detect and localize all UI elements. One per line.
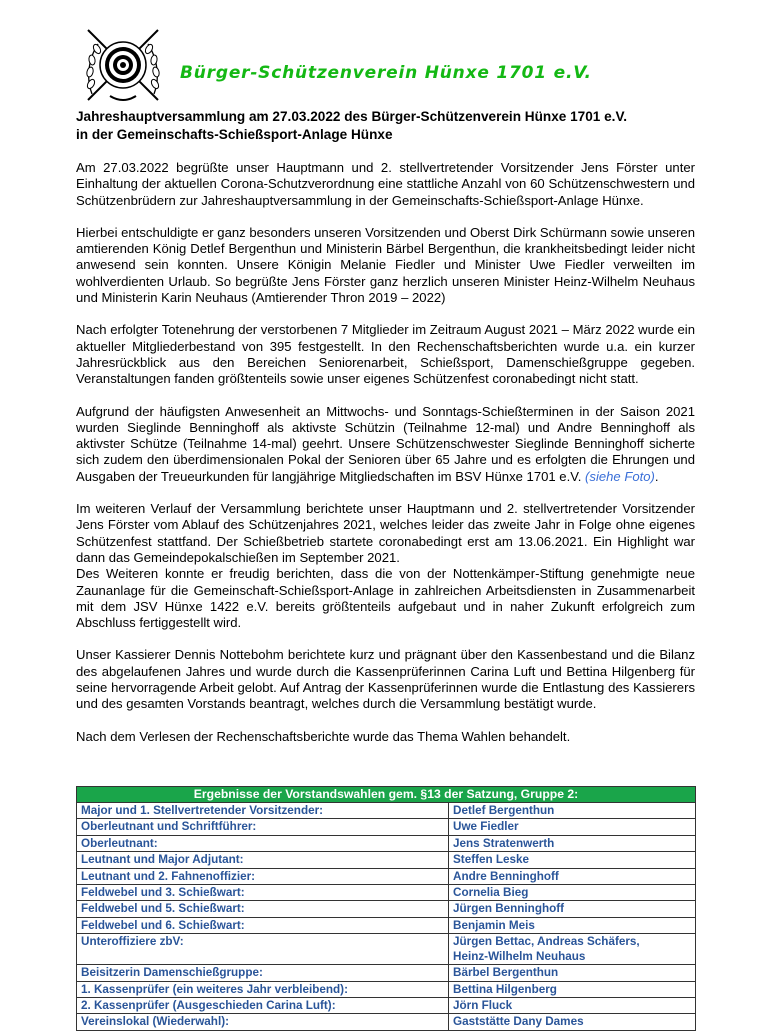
name-cell: Jens Stratenwerth <box>449 835 696 851</box>
table-row <box>77 835 696 851</box>
paragraph-4-end: . <box>654 468 659 484</box>
name-line-2: Heinz-Wilhelm Neuhaus <box>453 950 586 964</box>
paragraph-5: Im weiteren Verlauf der Versammlung berichtete unser Hauptmann und 2. stellvertretender Vorsitzender Jens Förster vom Ablauf des Schützenjahres 2021, welches leider das zweite Jahr in Folge ohne eigenes Schützenfest stattfand. Der Schießbetrieb startete coronabedingt erst am 13.06.2021. Ein Highlight war dann das Gemeindepokalschießen im September 2021. <box>76 501 695 565</box>
role-cell: Oberleutnant und Schriftführer: <box>77 819 449 835</box>
heading-line-1: Jahreshauptversammlung am 27.03.2022 des Bürger-Schützenverein Hünxe 1701 e.V. <box>76 109 628 124</box>
role-cell: Unteroffiziere zbV: <box>77 934 449 965</box>
table-row <box>77 868 696 884</box>
table-row <box>77 934 696 965</box>
name-cell: Jürgen Benninghoff <box>449 901 696 917</box>
table-row <box>77 917 696 933</box>
page-heading <box>76 108 696 144</box>
table-row <box>77 1014 696 1030</box>
table-row <box>77 965 696 981</box>
table-row <box>77 901 696 917</box>
article-body <box>76 160 695 745</box>
photo-link[interactable]: (siehe Foto) <box>585 468 655 484</box>
paragraph-4-text: Aufgrund der häufigsten Anwesenheit an Mittwochs- und Sonntags-Schießterminen in der Saison 2021 wurden Sieglinde Benninghoff als aktivste Schützin (Teilnahme 12-mal) und Andre Benninghoff als aktivster Schütze (Teilnahme 14-mal) geehrt. Unsere Schützenschwester Sieglinde Benninghoff sicherte sich zudem den überdimensionalen Pokal der Senioren über 65 Jahre und es erfolgten die Ehrungen und Ausgaben der Treueurkunden für langjährige Mitgliedschaften im BSV Hünxe 1701 e.V. <box>76 403 695 484</box>
role-cell: 2. Kassenprüfer (Ausgeschieden Carina Luft): <box>77 997 449 1013</box>
table-row <box>77 981 696 997</box>
paragraph-1: Am 27.03.2022 begrüßte unser Hauptmann und 2. stellvertretender Vorsitzender Jens Förster unter Einhaltung der aktuellen Corona-Schutzverordnung eine stattliche Anzahl von 60 Schützenschwestern und Schützenbrüdern zur Jahreshauptversammlung in der Gemeinschafts-Schießsport-Anlage Hünxe. <box>76 160 695 208</box>
paragraph-4 <box>76 404 695 485</box>
paragraph-6: Des Weiteren konnte er freudig berichten, dass die von der Nottenkämper-Stiftung genehmigte neue Zaunanlage für die Gemeinschaft-Schießsport-Anlage in zahlreichen Arbeitsdiensten in Zusammenarbeit mit dem JSV Hünxe 1422 e.V. bereits größtenteils aufgebaut und in naher Zukunft erfolgreich zum Abschluss fertiggestellt wird. <box>76 566 695 631</box>
table-row <box>77 803 696 819</box>
role-cell: Feldwebel und 6. Schießwart: <box>77 917 449 933</box>
paragraph-8: Nach dem Verlesen der Rechenschaftsberichte wurde das Thema Wahlen behandelt. <box>76 728 571 744</box>
name-cell: Gaststätte Dany Dames <box>449 1014 696 1030</box>
name-cell: Steffen Leske <box>449 852 696 868</box>
election-results-table <box>76 786 696 1031</box>
club-logo-icon <box>82 24 164 106</box>
name-cell: Bärbel Bergenthun <box>449 965 696 981</box>
club-name: Bürger-Schützenverein Hünxe 1701 e.V. <box>180 63 592 83</box>
name-cell: Benjamin Meis <box>449 917 696 933</box>
table-row <box>77 997 696 1013</box>
name-cell <box>449 934 696 965</box>
name-cell: Bettina Hilgenberg <box>449 981 696 997</box>
role-cell: Vereinslokal (Wiederwahl): <box>77 1014 449 1030</box>
paragraph-7: Unser Kassierer Dennis Nottebohm berichtete kurz und prägnant über den Kassenbestand und die Bilanz des abgelaufenen Jahres und wurde durch die Kassenprüferinnen Carina Luft und Bettina Hilgenberg für seine hervorragende Arbeit gelobt. Auf Antrag der Kassenprüferinnen wurde die Entlastung des Kassierers und des gesamten Vorstands beantragt, welches durch die Versammlung bestätigt wurde. <box>76 647 695 712</box>
role-cell: Major und 1. Stellvertretender Vorsitzender: <box>77 803 449 819</box>
name-line-1: Jürgen Bettac, Andreas Schäfers, <box>453 935 640 949</box>
name-cell: Uwe Fiedler <box>449 819 696 835</box>
table-row <box>77 819 696 835</box>
name-cell: Andre Benninghoff <box>449 868 696 884</box>
name-cell: Jörn Fluck <box>449 997 696 1013</box>
role-cell: Leutnant und Major Adjutant: <box>77 852 449 868</box>
paragraph-2: Hierbei entschuldigte er ganz besonders unseren Vorsitzenden und Oberst Dirk Schürmann sowie unseren amtierenden König Detlef Bergenthun und Ministerin Bärbel Bergenthun, die krankheitsbedingt leider nicht anwesend sein konnten. Unsere Königin Melanie Fiedler und Minister Uwe Fiedler verweilten im wohlverdienten Urlaub. So begrüßte Jens Förster ganz herzlich unseren Minister Heinz-Wilhelm Neuhaus und Ministerin Karin Neuhaus (Amtierender Thron 2019 – 2022) <box>76 224 695 306</box>
name-cell: Detlef Bergenthun <box>449 803 696 819</box>
name-cell: Cornelia Bieg <box>449 884 696 900</box>
role-cell: 1. Kassenprüfer (ein weiteres Jahr verbleibend): <box>77 981 449 997</box>
table-row <box>77 884 696 900</box>
role-cell: Feldwebel und 3. Schießwart: <box>77 884 449 900</box>
role-cell: Beisitzerin Damenschießgruppe: <box>77 965 449 981</box>
table-row <box>77 852 696 868</box>
heading-line-2: in der Gemeinschafts-Schießsport-Anlage Hünxe <box>76 127 393 142</box>
paragraph-3: Nach erfolgter Totenehrung der verstorbenen 7 Mitglieder im Zeitraum August 2021 – März 2022 wurde ein aktueller Mitgliederbestand von 395 festgestellt. In den Rechenschaftsberichten wurde u.a. ein kurzer Jahresrückblick aus den Bereichen Seniorenarbeit, Schießsport, Damenschießgruppe gegeben. Veranstaltungen fanden größtenteils sowie unser eigenes Schützenfest coronabedingt nicht statt. <box>76 322 695 387</box>
role-cell: Feldwebel und 5. Schießwart: <box>77 901 449 917</box>
table-title: Ergebnisse der Vorstandswahlen gem. §13 der Satzung, Gruppe 2: <box>77 787 696 803</box>
role-cell: Leutnant und 2. Fahnenoffizier: <box>77 868 449 884</box>
role-cell: Oberleutnant: <box>77 835 449 851</box>
table-header-row <box>77 787 696 803</box>
